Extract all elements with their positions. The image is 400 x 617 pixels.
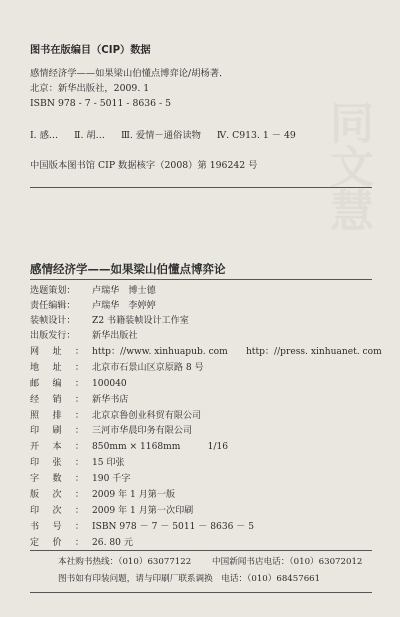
row-value: 100040 [92,379,127,389]
copyright-row [30,521,254,534]
class-item: Ⅰ. 感… [30,130,59,141]
copyright-row [30,300,156,313]
copyright-row [30,457,125,470]
row-value: 新华出版社 [92,331,138,341]
row-value: 北京京鲁创业科贸有限公司 [92,411,202,421]
copyright-row [30,505,193,518]
class-item: Ⅳ. C913. 1 － 49 [216,130,296,141]
cip-number: 中国版本图书馆 CIP 数据核字（2008）第 196242 号 [30,160,258,171]
class-item: Ⅲ. 爱情－通俗读物 [120,130,201,141]
copyright-row [30,410,201,423]
row-label: 出版发行： [30,331,76,341]
row-value: http：//www. xinhuapub. com http：//press. xinhuanet. com [92,347,382,357]
row-label: 邮编： [30,379,84,389]
row-label: 网址： [30,347,84,357]
row-value: 卢瑞华 博士德 [92,286,156,296]
copyright-row [30,330,137,343]
row-label: 开本： [30,442,84,452]
divider [30,187,372,188]
class-item: Ⅱ. 胡… [74,130,105,141]
row-label: 经销： [30,395,84,405]
row-label: 责任编辑： [30,301,76,311]
row-label: 印刷： [30,426,84,436]
row-label: 字数： [30,474,84,484]
copyright-row [30,394,128,407]
row-value: 新华书店 [92,395,129,405]
row-value: ISBN 978 － 7 － 5011 － 8636 － 5 [92,522,255,532]
copyright-row [30,346,382,359]
copyright-row [30,378,127,391]
watermark: 同文慧 [322,100,373,232]
row-value: 2009 年 1 月第一版 [92,490,176,500]
copyright-row [30,425,192,438]
row-label: 定价： [30,538,84,548]
row-label: 印次： [30,506,84,516]
copyright-row [30,473,130,486]
cip-bibliographic-line: 感情经济学——如果梁山伯懂点博弈论/胡杨著． [30,68,229,79]
copyright-row [30,285,156,298]
row-value: 26. 80 元 [92,538,133,548]
row-value: 15 印张 [92,458,125,468]
row-label: 地址： [30,363,84,373]
book-title: 感情经济学——如果梁山伯懂点博弈论 [30,262,226,276]
cip-publisher-line: 北京：新华出版社，2009. 1 [30,83,150,94]
row-label: 印张： [30,458,84,468]
row-value: Z2 书籍装帧设计工作室 [92,316,189,326]
row-value: 190 千字 [92,474,131,484]
news-store-phone: 中国新闻书店电话：（010）63072012 [212,557,363,567]
divider [30,592,372,593]
divider [30,550,372,551]
row-value: 卢瑞华 李婷婷 [92,301,156,311]
row-label: 选题策划： [30,286,76,296]
copyright-row [30,537,133,550]
row-label: 版次： [30,490,84,500]
print-issue-notice: 图书如有印装问题，请与印刷厂联系调换 电话：（010）68457661 [58,574,321,584]
copyright-row [30,441,228,454]
row-value: 850mm × 1168mm 1/16 [92,442,229,452]
row-value: 北京市石景山区京原路 8 号 [92,363,204,373]
divider [30,279,372,280]
row-value: 2009 年 1 月第一次印刷 [92,506,194,516]
row-label: 书号： [30,522,84,532]
cip-title: 图书在版编目（CIP）数据 [30,45,151,56]
purchase-hotline: 本社购书热线：（010）63077122 [58,557,192,567]
cip-classification [30,128,309,143]
copyright-row [30,315,189,328]
cip-isbn-line: ISBN 978 - 7 - 5011 - 8636 - 5 [30,98,172,109]
row-label: 照排： [30,411,84,421]
row-label: 装帧设计： [30,316,76,326]
copyright-row [30,489,175,502]
row-value: 三河市华晨印务有限公司 [92,426,193,436]
copyright-row [30,362,204,375]
